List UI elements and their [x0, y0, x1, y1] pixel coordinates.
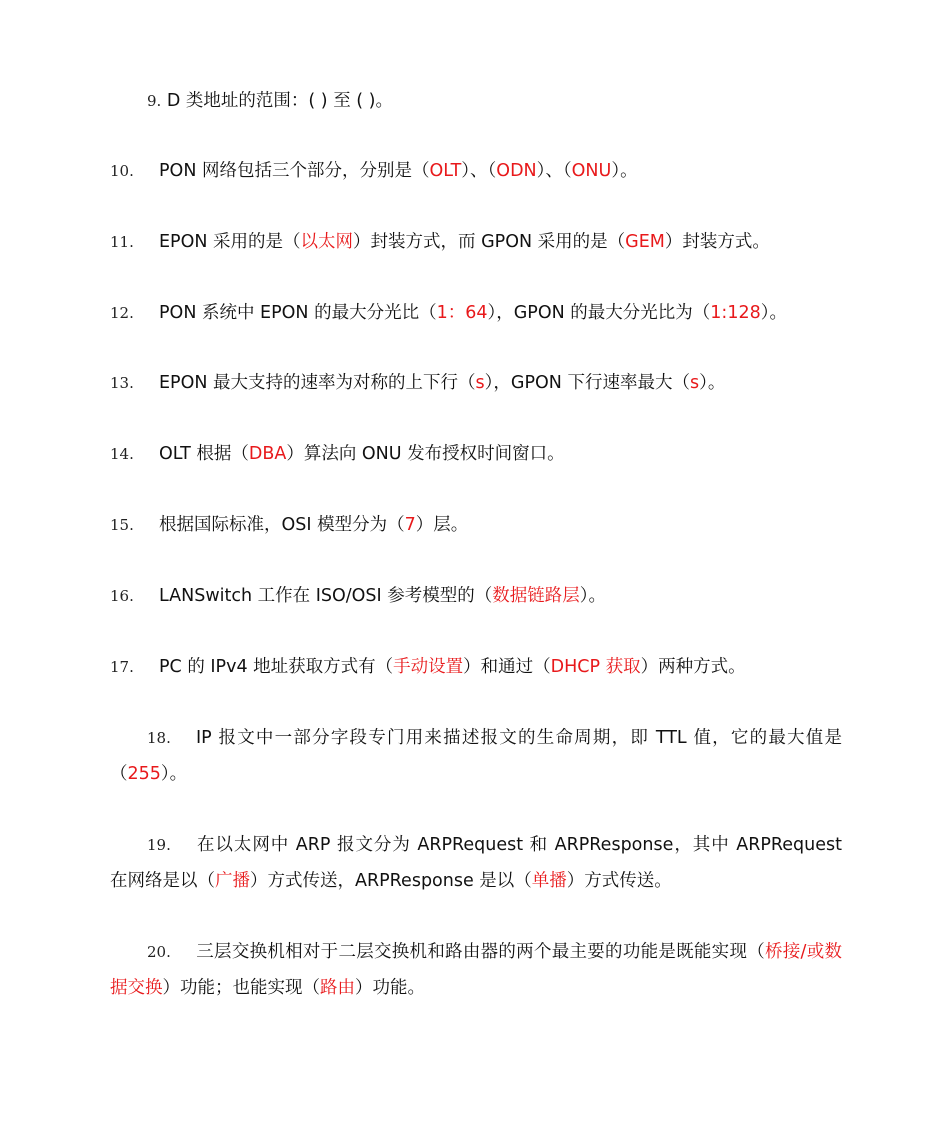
question-text: OLT 根据（ [159, 444, 249, 464]
answer-text: 7 [404, 515, 416, 535]
question-17 [110, 649, 842, 685]
question-text: EPON 采用的是（ [159, 232, 301, 252]
answer-text: 单播 [531, 871, 567, 891]
question-number: 19. [147, 836, 171, 854]
question-number: 16. [110, 587, 134, 605]
question-text: ）。 [699, 373, 726, 393]
question-text: ）两种方式。 [640, 657, 746, 677]
question-number: 13. [110, 374, 134, 392]
question-text: ）功能；也能实现（ [162, 978, 320, 998]
question-number: 18. [147, 729, 171, 747]
question-text: ）。 [579, 586, 606, 606]
answer-text: 1：64 [436, 303, 488, 323]
question-number: 10. [110, 162, 134, 180]
question-text: ）功能。 [355, 978, 425, 998]
answer-text: 广播 [215, 871, 250, 891]
question-text: ），GPON 的最大分光比为（ [487, 303, 711, 323]
question-11 [110, 224, 842, 260]
question-number: 14. [110, 445, 134, 463]
question-text: ）算法向 ONU 发布授权时间窗口。 [286, 444, 565, 464]
question-9 [147, 83, 879, 119]
question-number: 17. [110, 658, 134, 676]
question-text: ）封装方式。 [664, 232, 770, 252]
answer-text: 以太网 [300, 232, 354, 252]
question-18 [110, 720, 842, 792]
question-text: 在以太网中 ARP 报文分为 ARPRequest 和 ARPResponse，其中 ARPRequest 在网络是以（ [110, 835, 842, 891]
question-13 [110, 365, 842, 401]
question-text: IP 报文中一部分字段专门用来描述报文的生命周期，即 TTL 值，它的最大值是（ [110, 728, 842, 784]
question-text: ）。 [760, 303, 787, 323]
answer-text: s [689, 373, 700, 393]
answer-text: s [475, 373, 485, 393]
question-19 [110, 827, 842, 899]
answer-text: 数据链路层 [492, 586, 580, 606]
question-text: ）、（ [536, 161, 572, 181]
question-16 [110, 578, 842, 614]
answer-text: OLT [429, 161, 462, 181]
question-text: ）层。 [415, 515, 469, 535]
question-text: ）。 [611, 161, 638, 181]
question-text: ）方式传送。 [566, 871, 672, 891]
question-text: ），GPON 下行速率最大（ [484, 373, 690, 393]
question-number: 11. [110, 233, 134, 251]
question-number: 20. [147, 943, 171, 961]
question-number: 15. [110, 516, 134, 534]
question-text: LANSwitch 工作在 ISO/OSI 参考模型的（ [159, 586, 493, 606]
question-14 [110, 436, 842, 472]
answer-text: 1:128 [710, 303, 761, 323]
answer-text: DBA [248, 444, 287, 464]
answer-text: 255 [127, 764, 161, 784]
question-number: 12. [110, 304, 134, 322]
question-12 [110, 295, 842, 331]
question-text: ）方式传送，ARPResponse 是以（ [250, 871, 532, 891]
answer-text: DHCP 获取 [550, 657, 641, 677]
question-text: D 类地址的范围：( ) 至 ( )。 [161, 91, 393, 111]
question-text: PON 网络包括三个部分，分别是（ [159, 161, 430, 181]
question-number: 9. [147, 92, 162, 110]
question-15 [110, 507, 842, 543]
answer-text: ODN [496, 161, 537, 181]
question-text: ）。 [160, 764, 188, 784]
answer-text: GEM [625, 232, 665, 252]
answer-text: 桥接/或数据交换 [110, 942, 842, 998]
question-10 [110, 153, 842, 189]
question-text: 三层交换机相对于二层交换机和路由器的两个最主要的功能是既能实现（ [196, 942, 765, 962]
answer-text: ONU [571, 161, 612, 181]
question-20 [110, 934, 842, 1006]
answer-text: 路由 [320, 978, 355, 998]
question-text: PC 的 IPv4 地址获取方式有（ [159, 657, 394, 677]
question-text: EPON 最大支持的速率为对称的上下行（ [159, 373, 476, 393]
question-text: ）封装方式，而 GPON 采用的是（ [353, 232, 626, 252]
answer-text: 手动设置 [393, 657, 464, 677]
question-text: ）、（ [461, 161, 497, 181]
question-text: ）和通过（ [463, 657, 551, 677]
question-text: 根据国际标准，OSI 模型分为（ [159, 515, 405, 535]
question-text: PON 系统中 EPON 的最大分光比（ [159, 303, 437, 323]
